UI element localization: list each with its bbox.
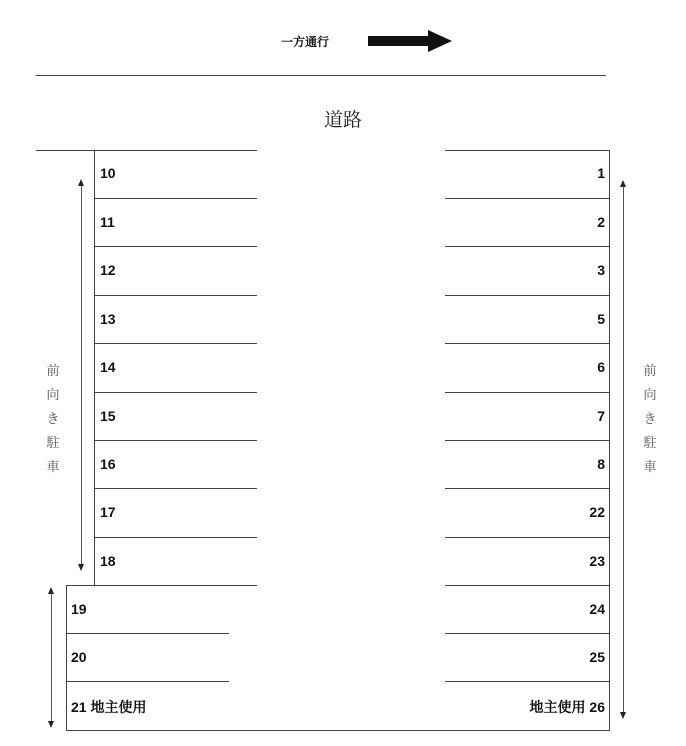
slot-divider xyxy=(94,488,257,489)
slot-divider xyxy=(445,681,610,682)
label-char: 向 xyxy=(643,388,657,403)
slot-divider xyxy=(445,537,610,538)
parking-slot-8: 8 xyxy=(597,456,605,472)
slot-divider xyxy=(445,343,610,344)
parking-slot-20: 20 xyxy=(71,649,87,665)
parking-slot-22: 22 xyxy=(589,504,605,520)
label-char: 車 xyxy=(46,460,60,475)
slot-divider xyxy=(94,295,257,296)
parking-slot-23: 23 xyxy=(589,553,605,569)
slot-divider xyxy=(445,246,610,247)
parking-slot-1: 1 xyxy=(597,165,605,181)
slot-divider xyxy=(445,633,610,634)
label-char: 車 xyxy=(643,460,657,475)
slot-divider xyxy=(94,343,257,344)
parking-slot-21-landowner: 21 地主使用 xyxy=(71,699,147,715)
slot-divider xyxy=(445,198,610,199)
road-edge-line xyxy=(36,75,606,76)
right-arrow-icon xyxy=(368,30,452,56)
parking-slot-25: 25 xyxy=(589,649,605,665)
label-char: 駐 xyxy=(643,436,657,451)
parking-slot-3: 3 xyxy=(597,262,605,278)
parking-slot-5: 5 xyxy=(597,311,605,327)
parking-slot-19: 19 xyxy=(71,601,87,617)
right-forward-parking-label xyxy=(642,360,658,480)
left-top-boundary xyxy=(36,150,257,151)
parking-slot-10: 10 xyxy=(100,165,116,181)
parking-slot-7: 7 xyxy=(597,408,605,424)
one-way-label: 一方通行 xyxy=(281,35,330,49)
slot-divider xyxy=(94,198,257,199)
slot-divider xyxy=(94,440,257,441)
label-char: 向 xyxy=(46,388,60,403)
slot-divider xyxy=(445,440,610,441)
parking-slot-13: 13 xyxy=(100,311,116,327)
parking-slot-17: 17 xyxy=(100,504,116,520)
parking-slot-6: 6 xyxy=(597,359,605,375)
slot-divider xyxy=(94,537,257,538)
parking-slot-11: 11 xyxy=(100,214,115,230)
slot-divider xyxy=(445,488,610,489)
parking-slot-18: 18 xyxy=(100,553,116,569)
slot-divider xyxy=(66,633,229,634)
bottom-boundary-line xyxy=(66,730,610,731)
parking-slot-16: 16 xyxy=(100,456,116,472)
parking-slot-24: 24 xyxy=(589,601,605,617)
label-char: 前 xyxy=(643,364,657,379)
label-char: き xyxy=(46,412,60,427)
parking-slot-15: 15 xyxy=(100,408,116,424)
slot-divider xyxy=(445,585,610,586)
left-forward-parking-label xyxy=(45,360,61,480)
slot-divider xyxy=(66,585,257,586)
label-char: 前 xyxy=(46,364,60,379)
slot-divider xyxy=(94,246,257,247)
slot-divider xyxy=(445,392,610,393)
slot-divider xyxy=(445,295,610,296)
parking-slot-14: 14 xyxy=(100,359,116,375)
road-label: 道路 xyxy=(324,109,363,131)
slot-divider xyxy=(94,392,257,393)
left-lower-wall xyxy=(66,585,67,730)
slot-divider xyxy=(66,681,229,682)
parking-slot-26-landowner: 地主使用 26 xyxy=(529,699,605,715)
parking-slot-2: 2 xyxy=(597,214,605,230)
parking-slot-12: 12 xyxy=(100,262,116,278)
slot-divider xyxy=(445,150,610,151)
label-char: 駐 xyxy=(46,436,60,451)
left-wall xyxy=(94,150,95,585)
label-char: き xyxy=(643,412,657,427)
